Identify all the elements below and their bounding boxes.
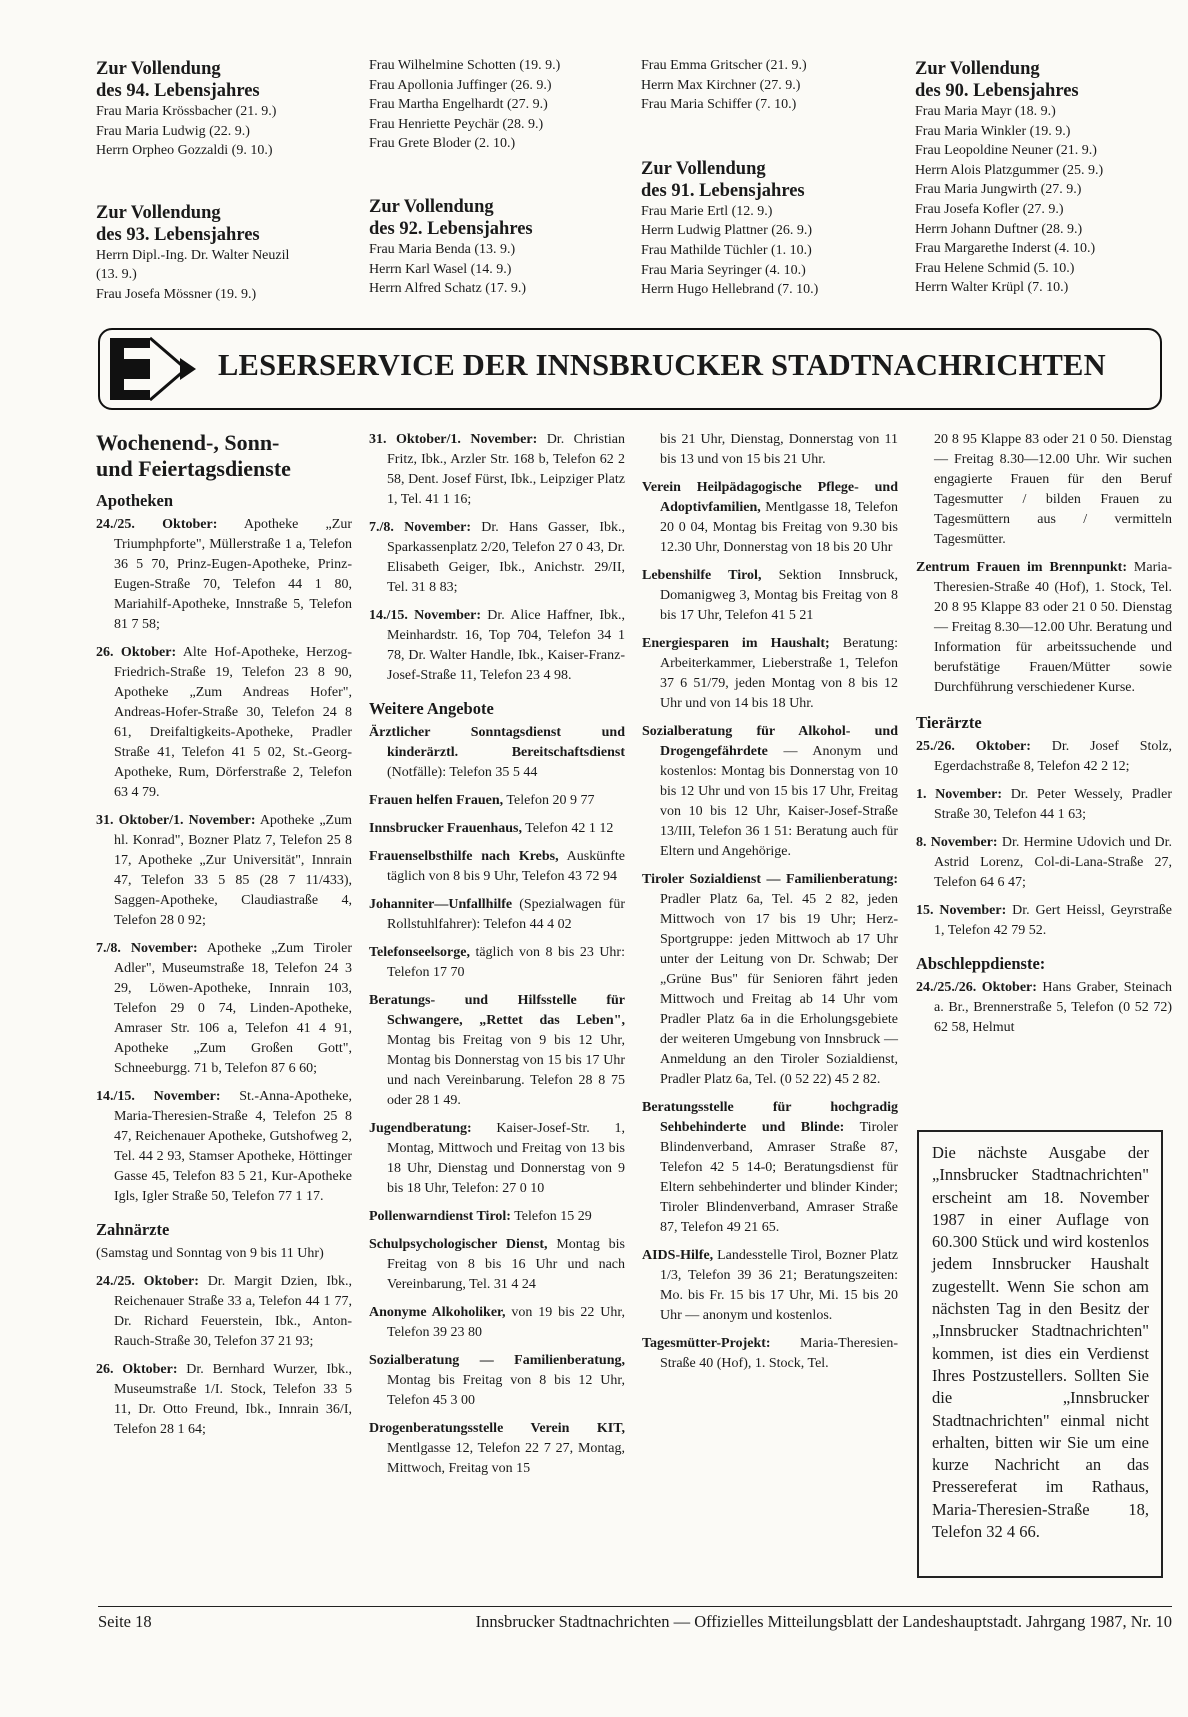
apotheke-entry: 24./25. Oktober: Apotheke „Zur Triumphpforte", Müllerstraße 1 a, Telefon 36 5 70, Prinz-Eugen-Apotheke, Prinz-Eugen-Straße 70, Telefon 44 1 80, Mariahilf-Apotheke, Innstraße 5, Telefon 81 7 58;: [96, 517, 352, 632]
apotheke-entry: 14./15. November: St.-Anna-Apotheke, Maria-Theresien-Straße 4, Telefon 25 8 47, Reichenauer Apotheke, Gutshofweg 2, Tel. 44 2 93, Stamser Apotheke, Höttinger Gasse 45, Telefon 83 5 21, Kur-Apotheke Igls, Igler Straße 50, Telefon 77 1 17.: [96, 1089, 352, 1204]
leserservice-banner: [98, 328, 1162, 410]
zahnaerzte-heading: Zahnärzte: [96, 1220, 170, 1239]
zahnarzt-entry: 24./25. Oktober: Dr. Margit Dzien, Ibk., Reichenauer Straße 33 a, Telefon 44 1 77, Dr. Richard Feuerstein, Ibk., Anton-Rauch-Straße 30, Telefon 37 21 93;: [96, 1274, 352, 1349]
zahnaerzte-note: (Samstag und Sonntag von 9 bis 11 Uhr): [96, 1246, 324, 1261]
birthday-column-3: [641, 56, 876, 300]
birthday-entry: Frau Emma Gritscher (21. 9.): [641, 58, 807, 73]
birthday-entry: Frau Maria Ludwig (22. 9.): [96, 123, 250, 139]
angebot-entry: Beratungs- und Hilfsstelle für Schwangere, „Rettet das Leben", Montag bis Freitag von 9 bis 12 Uhr, Montag bis Donnerstag von 15 bis 17 Uhr und nach Vereinbarung. Telefon 28 8 75 oder 28 1 49.: [369, 993, 625, 1108]
tierarzt-entry: 1. November: Dr. Peter Wessely, Pradler Straße 30, Telefon 44 1 63;: [916, 787, 1172, 822]
angebot-entry: Verein Heilpädagogische Pflege- und Adoptivfamilien, Mentlgasse 18, Telefon 20 0 04, Montag bis Freitag von 9.30 bis 12.30 Uhr, Donnerstag von 18 bis 20 Uhr: [642, 480, 898, 555]
birthday-entry: Herrn Alfred Schatz (17. 9.): [369, 281, 527, 297]
birthday-heading: Zur Vollendung des 91. Lebensjahres: [641, 158, 805, 201]
column-4: [916, 430, 1172, 1046]
birthday-entry: Herrn Max Kirchner (27. 9.): [641, 77, 801, 93]
zahnarzt-entry: 7./8. November: Dr. Hans Gasser, Ibk., Sparkassenplatz 2/20, Telefon 27 0 43, Dr. Elisabeth Geiger, Ibk., Anichstr. 29/II, Tel. 31 8 83;: [369, 520, 625, 595]
angebot-entry: Energiesparen im Haushalt; Beratung: Arbeiterkammer, Lieberstraße 1, Telefon 37 6 51/79, jeden Montag von 8 bis 12 Uhr und von 14 bis 18 Uhr.: [642, 636, 898, 711]
birthday-entry: Frau Helene Schmid (5. 10.): [915, 260, 1075, 276]
angebot-entry: AIDS-Hilfe, Landesstelle Tirol, Bozner Platz 1/3, Telefon 39 36 21; Beratungszeiten: Mo. bis Fr. 15 bis 17 Uhr, Mi. 15 bis 20 Uhr — anonym und kostenlos.: [642, 1248, 898, 1323]
angebot-entry: Sozialberatung — Familienberatung, Montag bis Freitag von 8 bis 12 Uhr, Telefon 45 3 00: [369, 1353, 625, 1408]
birthday-entry: Frau Margarethe Inderst (4. 10.): [915, 241, 1096, 257]
birthday-entry: Frau Apollonia Juffinger (26. 9.): [369, 77, 552, 93]
angebot-entry: Schulpsychologischer Dienst, Montag bis Freitag von 8 bis 16 Uhr und nach Vereinbarung, Tel. 31 4 24: [369, 1237, 625, 1292]
birthday-entry: Frau Maria Winkler (19. 9.): [915, 123, 1071, 139]
angebot-entry: Ärztlicher Sonntagsdienst und kinderärztl. Bereitschaftsdienst (Notfälle): Telefon 35 5 44: [369, 725, 625, 780]
angebot-entry: Zentrum Frauen im Brennpunkt: Maria-Theresien-Straße 40 (Hof), 1. Stock, Tel. 20 8 95 Klappe 83 oder 21 0 50. Dienstag — Freitag 8.30—12.00 Uhr. Beratung und Information für arbeitssuchende und berufstätige Frauen/Mütter sowie Durchführung verschiedener Kurse.: [916, 560, 1172, 695]
tierarzt-entry: 25./26. Oktober: Dr. Josef Stolz, Egerdachstraße 8, Telefon 42 2 12;: [916, 739, 1172, 774]
angebot-continuation: bis 21 Uhr, Dienstag, Donnerstag von 11 bis 13 und von 15 bis 21 Uhr.: [660, 432, 898, 467]
apotheke-entry: 31. Oktober/1. November: Apotheke „Zum hl. Konrad", Bozner Platz 7, Telefon 25 8 17, Apotheke „Zur Universität", Innrain 47, Telefon 33 5 85 (28 7 11/433), Saggen-Apotheke, Claudiastraße 4, Telefon 28 0 92;: [96, 813, 352, 928]
birthday-entry: Herrn Orpheo Gozzaldi (9. 10.): [96, 143, 273, 159]
apotheke-entry: 26. Oktober: Alte Hof-Apotheke, Herzog-Friedrich-Straße 19, Telefon 23 8 90, Apotheke „Zum Andreas Hofer", Andreas-Hofer-Straße 30, Telefon 24 8 61, Dreifaltigkeits-Apotheke, Pradler Straße 41, Telefon 41 5 02, St.-Georg-Apotheke, Rum, Dörferstraße 2, Telefon 63 4 79.: [96, 645, 353, 800]
birthday-column-2: [369, 56, 604, 299]
angebot-entry: Tiroler Sozialdienst — Familienberatung: Pradler Platz 6a, Tel. 45 2 82, jeden Mittwoch von 17 bis 19 Uhr; Herz-Sportgruppe: jeden Mittwoch ab 17 Uhr unter der Leitung von Dr. Schwab; Der „Grüne Bus" für Senioren fährt jeden Mittwoch und Freitag ab 14 Uhr vom Pradler Platz 6a in die Erholungsgebiete der weiteren Umgebung von Innsbruck — Anmeldung an den Tiroler Sozialdienst, Pradler Platz 6a, Tel. (0 52 22) 45 2 82.: [642, 872, 898, 1087]
tierarzt-entry: 15. November: Dr. Gert Heissl, Geyrstraße 1, Telefon 42 79 52.: [916, 903, 1172, 938]
zahnarzt-entry: 26. Oktober: Dr. Bernhard Wurzer, Ibk., Museumstraße 1/I. Stock, Telefon 33 5 11, Dr. Otto Freund, Ibk., Innrain 36/I, Telefon 28 1 64;: [96, 1362, 353, 1437]
angebot-entry: Sozialberatung für Alkohol- und Drogengefährdete — Anonym und kostenlos: Montag bis Donnerstag von 10 bis 12 Uhr und von 15 bis 17 Uhr, Freitag von 10 bis 12 Uhr, Kaiser-Josef-Straße 13/III, Telefon 36 1 51: Beratung auch für Eltern und Angehörige.: [642, 724, 898, 859]
angebot-entry: Lebenshilfe Tirol, Sektion Innsbruck, Domanigweg 3, Montag bis Freitag von 8 bis 17 Uhr, Telefon 41 5 21: [642, 568, 898, 623]
angebot-entry: Beratungsstelle für hochgradig Sehbehinderte und Blinde: Tiroler Blindenverband, Amraser Straße 87, Telefon 42 5 14-0; Beratungsdienst für Eltern sehbehinderter und blinder Kinder; Tiroler Blindenverband, Amraser Straße 87, Telefon 49 21 65.: [642, 1100, 899, 1235]
zahnarzt-entry: 14./15. November: Dr. Alice Haffner, Ibk., Meinhardstr. 16, Top 704, Telefon 34 1 78, Dr. Walter Handle, Ibk., Kaiser-Franz-Josef-Straße 11, Telefon 23 4 98.: [369, 608, 625, 683]
zahnarzt-entry: 31. Oktober/1. November: Dr. Christian Fritz, Ibk., Arzler Str. 168 b, Telefon 62 2 58, Dent. Josef Fürst, Ibk., Leipziger Platz 1, Tel. 41 1 16;: [369, 432, 625, 507]
birthday-heading: Zur Vollendung des 93. Lebensjahres: [96, 202, 260, 245]
section-heading: Wochenend-, Sonn- und Feiertagsdienste: [96, 430, 291, 481]
angebot-entry: Johanniter—Unfallhilfe (Spezialwagen für Rollstuhlfahrer): Telefon 44 4 02: [369, 897, 625, 932]
tieraerzte-heading: Tierärzte: [916, 713, 982, 732]
angebot-entry: Pollenwarndienst Tirol: Telefon 15 29: [369, 1209, 592, 1224]
birthday-entry: Herrn Ludwig Plattner (26. 9.): [641, 223, 813, 239]
birthday-heading: Zur Vollendung des 92. Lebensjahres: [369, 196, 533, 239]
birthday-heading: Zur Vollendung des 90. Lebensjahres: [915, 59, 1079, 101]
birthday-entry: Frau Maria Mayr (18. 9.): [915, 104, 1056, 119]
abschleppdienste-heading: Abschleppdienste:: [916, 954, 1046, 973]
birthday-entry: Frau Mathilde Tüchler (1. 10.): [641, 242, 812, 258]
angebot-entry: Anonyme Alkoholiker, von 19 bis 22 Uhr, Telefon 39 23 80: [369, 1305, 625, 1340]
birthday-entry: Frau Wilhelmine Schotten (19. 9.): [369, 58, 561, 73]
weitere-angebote-heading: Weitere Angebote: [369, 699, 494, 718]
birthday-entry: Frau Maria Seyringer (4. 10.): [641, 262, 806, 278]
birthday-entry: Frau Martha Engelhardt (27. 9.): [369, 97, 548, 113]
abschlepp-entry: 24./25./26. Oktober: Hans Graber, Steinach a. Br., Brennerstraße 5, Telefon (0 52 72) 62 58, Helmut: [916, 980, 1173, 1035]
birthday-heading: Zur Vollendung des 94. Lebensjahres: [96, 59, 260, 101]
birthday-entry: Frau Grete Bloder (2. 10.): [369, 136, 516, 152]
birthday-entry: Frau Maria Jungwirth (27. 9.): [915, 182, 1082, 198]
angebot-entry: Innsbrucker Frauenhaus, Telefon 42 1 12: [369, 821, 614, 836]
angebot-entry: Frauen helfen Frauen, Telefon 20 9 77: [369, 793, 595, 808]
footer-publication: Innsbrucker Stadtnachrichten — Offizielles Mitteilungsblatt der Landeshauptstadt. Jahrgang 1987, Nr. 10: [475, 1612, 1172, 1631]
birthday-entry: Herrn Hugo Hellebrand (7. 10.): [641, 282, 819, 298]
page-footer: [98, 1606, 1172, 1631]
birthday-entry: (13. 9.): [96, 267, 137, 283]
angebot-entry: Jugendberatung: Kaiser-Josef-Str. 1, Montag, Mittwoch und Freitag von 13 bis 18 Uhr, Dienstag und Donnerstag von 9 bis 18 Uhr, Telefon: 27 0 10: [369, 1121, 625, 1196]
birthday-entry: Frau Josefa Kofler (27. 9.): [915, 201, 1064, 217]
birthday-entry: Frau Maria Benda (13. 9.): [369, 241, 516, 257]
page-number: Seite 18: [98, 1612, 152, 1631]
birthday-entry: Herrn Walter Krüpl (7. 10.): [915, 280, 1069, 296]
column-1: [96, 430, 352, 1448]
birthday-entry: Frau Marie Ertl (12. 9.): [641, 203, 773, 219]
column-2: [369, 430, 625, 1487]
angebot-entry: Drogenberatungsstelle Verein KIT, Mentlgasse 12, Telefon 22 7 27, Montag, Mittwoch, Freitag von 15: [369, 1421, 625, 1476]
birthday-entry: Herrn Alois Platzgummer (25. 9.): [915, 162, 1104, 178]
birthday-entry: Frau Josefa Mössner (19. 9.): [96, 286, 257, 302]
birthday-column-1: [96, 58, 331, 305]
birthday-entry: Frau Maria Schiffer (7. 10.): [641, 97, 797, 113]
birthday-entry: Frau Leopoldine Neuner (21. 9.): [915, 143, 1097, 159]
angebot-entry: Telefonseelsorge, täglich von 8 bis 23 Uhr: Telefon 17 70: [369, 945, 625, 980]
next-issue-notice: Die nächste Ausgabe der „Innsbrucker Stadtnachrichten" erscheint am 18. November 1987 in einer Auflage von 60.300 Stück und wird kostenlos jedem Innsbrucker Haushalt zugestellt. Wenn Sie schon am nächsten Tag in den Besitz der „Innsbrucker Stadtnachrichten" kommen, ist dies ein Verdienst Ihres Postzustellers. Sollten Sie die „Innsbrucker Stadtnachrichten" einmal nicht erhalten, bitten wir Sie um eine kurze Nachricht an das Pressereferat im Rathaus, Maria-Theresien-Straße 18, Telefon 32 4 66.: [917, 1130, 1163, 1578]
birthday-entry: Herrn Dipl.-Ing. Dr. Walter Neuzil: [96, 247, 290, 263]
birthday-entry: Herrn Johann Duftner (28. 9.): [915, 221, 1083, 237]
birthday-entry: Frau Maria Krössbacher (21. 9.): [96, 104, 277, 119]
leserservice-logo-icon: [108, 336, 198, 402]
angebot-entry: Frauenselbsthilfe nach Krebs, Auskünfte täglich von 8 bis 9 Uhr, Telefon 43 72 94: [369, 849, 625, 884]
birthday-column-4: [915, 58, 1150, 298]
apotheke-entry: 7./8. November: Apotheke „Zum Tiroler Adler", Museumstraße 18, Telefon 24 3 29, Löwen-Apotheke, Innrain 103, Telefon 29 0 74, Linden-Apotheke, Amraser Str. 106 a, Telefon 41 4 91, Apotheke „Zum Großen Gott", Schneeburgg. 71 b, Telefon 87 6 60;: [96, 941, 352, 1076]
angebot-continuation: 20 8 95 Klappe 83 oder 21 0 50. Dienstag — Freitag 8.30—12.00 Uhr. Wir suchen engagierte Frauen für den Beruf Tagesmutter / bilden Frauen zu Tagesmüttern aus / vermitteln Tagesmütter.: [934, 432, 1172, 547]
banner-title: LESERSERVICE DER INNSBRUCKER STADTNACHRICHTEN: [218, 348, 1106, 382]
angebot-entry: Tagesmütter-Projekt: Maria-Theresien-Straße 40 (Hof), 1. Stock, Tel.: [642, 1336, 898, 1371]
apotheken-heading: Apotheken: [96, 491, 174, 510]
tierarzt-entry: 8. November: Dr. Hermine Udovich und Dr. Astrid Lorenz, Col-di-Lana-Straße 27, Telefon 64 6 47;: [916, 835, 1172, 890]
column-3: [642, 430, 898, 1382]
birthday-entry: Herrn Karl Wasel (14. 9.): [369, 261, 512, 277]
birthday-entry: Frau Henriette Peychär (28. 9.): [369, 116, 544, 132]
